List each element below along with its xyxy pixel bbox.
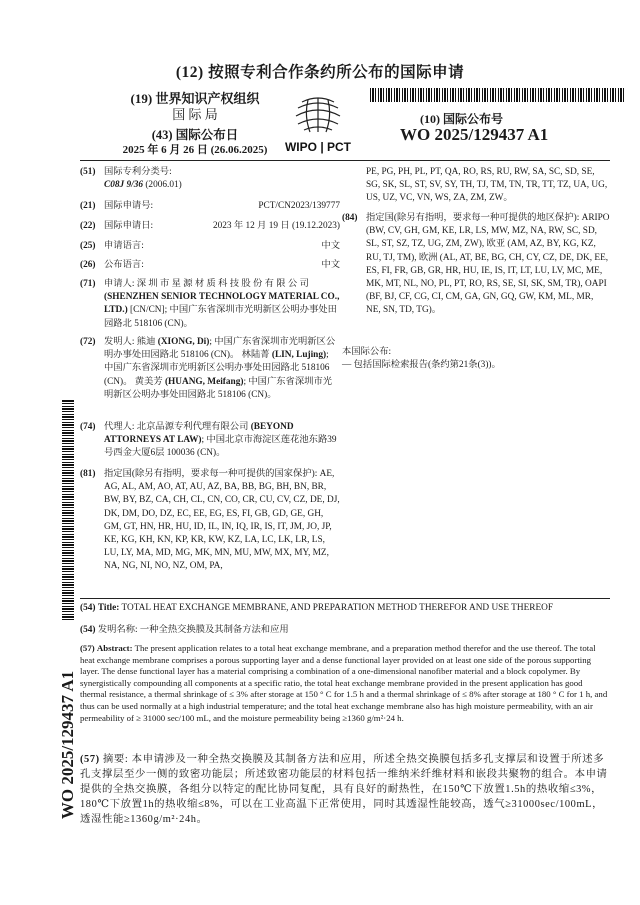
english-title: (54) Title: TOTAL HEAT EXCHANGE MEMBRANE, AND PREPARATION METHOD THEREFOR AND USE THEREOF [80, 603, 554, 613]
field-81-continued: PE, PG, PH, PL, PT, QA, RO, RS, RU, RW, SA, SC, SD, SE, SG, SK, SL, ST, SV, SY, TH, TJ, TM, TN, TR, TT, TZ, UA, UG, US, UZ, VC, VN, WS, ZA, ZM, ZW。 [366, 167, 608, 204]
published-label: 本国际公布: [342, 347, 392, 357]
side-barcode [62, 400, 74, 620]
field-25-filing-language: (25) 申请语言: 中文 [80, 241, 340, 251]
field-26-publication-language: (26) 公布语言: 中文 [80, 260, 340, 270]
field-81-designated-states-national: (81) 指定国(除另有指明，要求每一种可提供的国家保护): AE, AG, AL, AM, AO, AT, AU, AZ, BA, BB, BG, BH, BN, BR, BW, BY, BZ, CA, CH, CL, CN, CO, CR, CU, CV, CZ, DE, DJ, DK, DM, DO, DZ, EC, EE, EG, ES, FI, GB, GD, GE, GH, GM, GT, HN, HR, HU, ID, IL, IN, IQ, IR, IS, IT, JM, JO, JP, KE, KG, KH, KN, KP, KR, KW, KZ, LA, LC, LK, LR, LS, LU, LY, MA, MD, MG, MK, MN, MU, MW, MX, MY, MZ, NA, NG, NI, NO, NZ, OM, PA, [80, 469, 340, 572]
document-title: (12) 按照专利合作条约所公布的国际申请 [175, 64, 465, 81]
title-divider [80, 598, 610, 599]
publication-number: WO 2025/129437 A1 [400, 125, 549, 144]
published-item: — 包括国际检索报告(条约第21条(3))。 [342, 360, 501, 371]
top-barcode [370, 88, 625, 102]
side-publication-number: WO 2025/129437 A1 [58, 670, 77, 820]
ipc-code: C08J 9/36 [104, 180, 143, 191]
chinese-title: (54) 发明名称: 一种全热交换膜及其制备方法和应用 [80, 625, 289, 635]
wipo-logo-text: WIPO | PCT [284, 140, 352, 154]
field-51-ipc: (51) 国际专利分类号: C08J 9/36 (2006.01) [80, 167, 182, 191]
english-abstract: (57) Abstract: The present application relates to a total heat exchange membrane, and a preparation method therefor and the use thereof. The total heat exchange membrane comprises a porous supporting layer and a dense functional layer provided on at least one side of the porous supporting layer. The dense functional layer has a material comprising a combination of a one-dimensional nanofiber material and a block copolymer. By synergistically compounding all components at a specific ratio, the total heat exchange membrane provided in the present application has good thermal resistance, a thermal shrinkage of ≤ 3% after storage at 150 ° C for 1.5 h and a thermal shrinkage of ≤ 8% after storage at 180 ° C for 1 h, and thus can be used normally at a high industrial temperature; and the total heat exchange membrane also has high moisture permeability, with an air permeability of ≥ 31000 sec/100 mL, and the moisture permeability being ≥1360 g/m²·24 h. [80, 643, 608, 723]
publication-date: 2025 年 6 月 26 日 (26.06.2025) [122, 144, 268, 156]
field-71-applicant: (71) 申请人: 深 圳 市 星 源 材 质 科 技 股 份 有 限 公 司 (SHENZHEN SENIOR TECHNOLOGY MATERIAL CO., LTD.) [CN/CN]; 中国广东省深圳市光明新区公明办事处田园路北 518106 (CN)。 [80, 279, 340, 329]
published-section [342, 346, 610, 372]
organization-bureau: 国 际 局 [172, 107, 218, 122]
publication-date-label: (43) 国际公布日 [151, 128, 239, 142]
field-22-filing-date: (22) 国际申请日: 2023 年 12 月 19 日 (19.12.2023) [80, 221, 340, 231]
field-72-inventors: (72) 发明人: 熊迪 (XIONG, Di); 中国广东省深圳市光明新区公明办事处田园路北 518106 (CN)。 林陆菁 (LIN, Lujing); 中国广东省深圳市光明新区公明办事处田园路北 518106 (CN)。 黄美芳 (HUANG, Meifang); 中国广东省深圳市光明新区公明办事处田园路北 518106 (CN)。 [80, 337, 336, 400]
chinese-abstract: (57) 摘要: 本申请涉及一种全热交换膜及其制备方法和应用，所述全热交换膜包括多孔支撑层和设置于所述多孔支撑层至少一侧的致密功能层；所述致密功能层的材料包括一维纳米纤维材料和嵌段共聚物的组合。本申请提供的全热交换膜，各组分以特定的配比协同复配，具有良好的耐热性，在150℃下放置1.5h的热收缩≤3%，180℃下放置1h的热收缩≤8%，可以在工业高温下正常使用，同时其透湿性能较高，透气≥31000sec/100mL，透湿性能≥1360g/m²·24h。 [80, 754, 608, 825]
field-84-designated-states-regional: (84) 指定国(除另有指明，要求每一种可提供的地区保护): ARIPO (BW, CV, GH, GM, KE, LR, LS, MW, MZ, NA, RW, SC, SD, SL, ST, SZ, TZ, UG, ZM, ZW), 欧亚 (AM, AZ, BY, KG, KZ, RU, TJ, TM), 欧洲 (AL, AT, BE, BG, CH, CY, CZ, DE, DK, EE, ES, FI, FR, GB, GR, HR, HU, IE, IS, IT, LT, LU, LV, MC, ME, MK, MT, NL, NO, PL, PT, RO, RS, SE, SI, SK, SM, TR), OAPI (BF, BJ, CF, CG, CI, CM, GA, GN, GQ, GW, KM, ML, MR, NE, SN, TD, TG)。 [342, 213, 610, 316]
header-divider [80, 160, 610, 161]
publication-number-label: (10) 国际公布号 [420, 112, 503, 126]
organization-name: (19) 世界知识产权组织 [130, 91, 260, 106]
wipo-logo [268, 96, 368, 156]
field-21-application-number: (21) 国际申请号: PCT/CN2023/139777 [80, 201, 340, 211]
field-74-agent: (74) 代理人: 北京品源专利代理有限公司 (BEYOND ATTORNEYS AT LAW); 中国北京市海淀区莲花池东路39号西金大厦6层 100036 (CN)。 [80, 422, 337, 459]
